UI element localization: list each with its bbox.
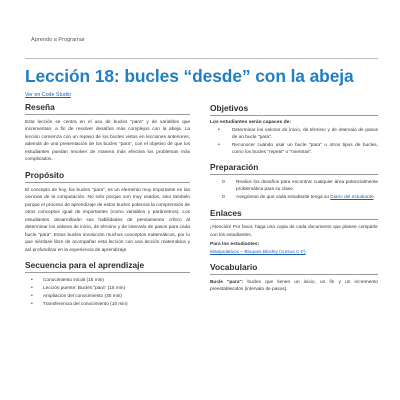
enlaces-text: ¡Atención! Por favor, haga una copia de cada documento que planee compartir con los estudiantes. [210, 225, 378, 238]
vocabulario-definition: bucles que tienen un inicio, un fin y un incremento preestablecidos (intervalo de pasos). [210, 279, 378, 292]
secuencia-list [25, 277, 190, 309]
vocabulario-term: Bucle "para": [210, 279, 244, 285]
vocabulario-heading: Vocabulario [210, 263, 378, 275]
vocabulario-entry [210, 279, 378, 293]
list-item: • Lección puente: Bucles "para" (15 min) [25, 285, 190, 292]
preparacion-heading: Preparación [210, 163, 378, 175]
list-item [210, 194, 378, 201]
content-columns [25, 101, 378, 309]
list-item: • Transferencia del conocimiento (15 min) [25, 301, 190, 308]
manipulativos-link[interactable]: Manipulativos – Bloques Blockly (cursos C-F) [210, 249, 306, 255]
document-header: Aprendo a Programar [31, 37, 85, 43]
objetivos-intro: Los estudiantes serán capaces de: [210, 119, 292, 125]
page-title: Lección 18: bucles “desde” con la abeja [25, 66, 354, 86]
diario-link[interactable]: Diario del estudiante [330, 195, 374, 201]
list-item: • Determinar los valores de inicio, de término y de intervalo de pasos de un bucle "para". [210, 127, 378, 141]
header-rule [25, 58, 378, 59]
secuencia-heading: Secuencia para el aprendizaje [25, 261, 190, 273]
objetivos-heading: Objetivos [210, 104, 378, 116]
list-item-text: Asegúrese de que cada estudiante tenga su [236, 195, 331, 201]
students-label: Para los estudiantes: [210, 241, 260, 247]
code-studio-link[interactable]: Ver en Code Studio [25, 92, 71, 98]
list-item: • Conocimiento inicial (15 min) [25, 277, 190, 284]
enlaces-heading: Enlaces [210, 209, 378, 221]
list-item: o Realice los desafíos para encontrar cualquier área potencialmente problemática para su clase. [210, 179, 378, 193]
resena-text: Esta lección se centra en el uso de bucles "para" y de variables que incrementan, a fin de resolver desafíos más complejos con la abeja. La lección comienza con un repaso de los bucles vistos en lecciones anteriores, además de una presentación de los bucles "para", con el objetivo de que los estudiantes puedan resolver de manera más efectiva los problemas más complicados. [25, 119, 190, 163]
objetivos-list [210, 127, 378, 157]
preparacion-list [210, 179, 378, 201]
resena-heading: Reseña [25, 103, 190, 115]
left-column [25, 101, 190, 309]
proposito-text: El concepto de hoy, los bucles "para", es un elemento muy importante en las ciencias de la computación. No sólo porque son muy usados, sino también porque el proceso de aprendizaje de estos bucles potencia la comprensión de otros conceptos igual de importantes (como variables y parámetros). Los estudiantes desarrollarán sus habilidades de pensamiento crítico al determinar los valores de inicio, de término y de intervalo de pasos para cada bucle "para". Estos bucles involucran muchos conceptos matemáticos, por lo que siéntase libre de acompañar esta lección con una lección matemática y así profundizar en la experiencia de aprendizaje. [25, 187, 190, 253]
proposito-heading: Propósito [25, 171, 190, 183]
list-item: • Reconocer cuándo usar un bucle "para" u otros tipos de bucles, como los bucles "repetir" o "mientras". [210, 142, 378, 156]
right-column [210, 101, 378, 309]
list-item-suffix: . [373, 195, 375, 201]
list-item: • Ampliación del conocimiento (30 min) [25, 293, 190, 300]
